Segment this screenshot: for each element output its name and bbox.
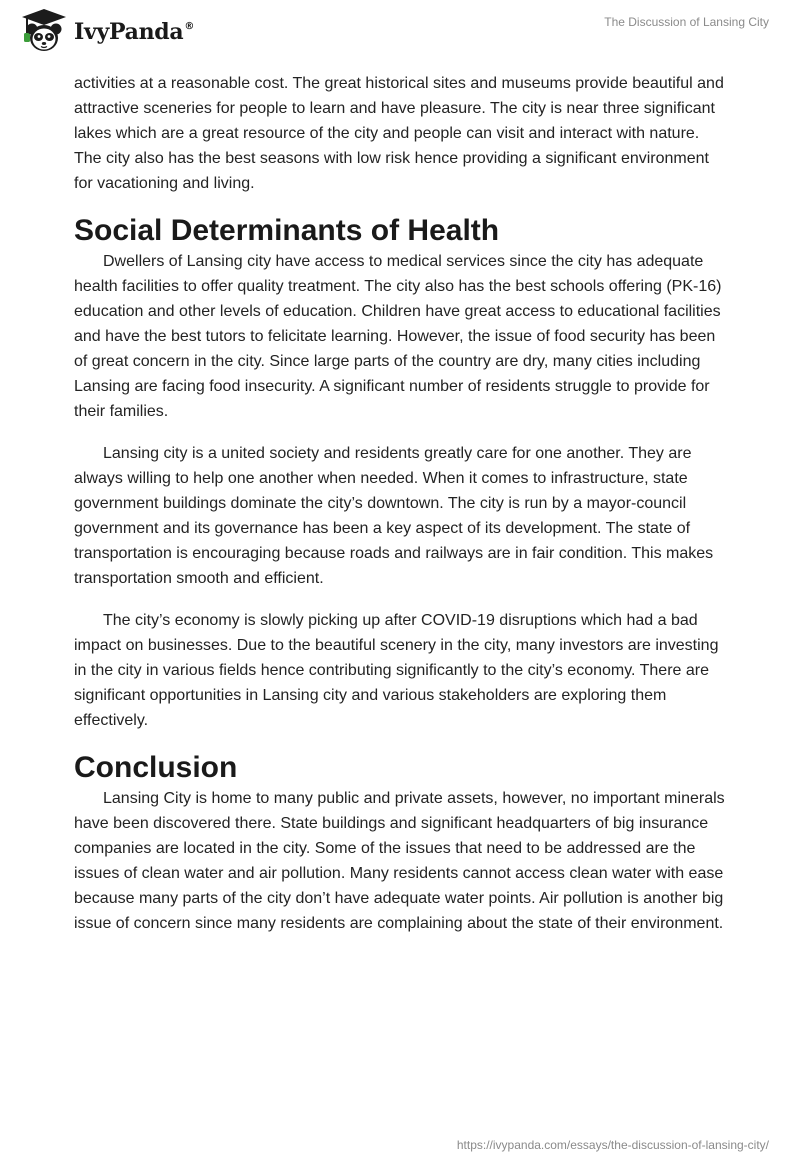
panda-graduation-cap-icon [16,7,72,57]
heading-social-determinants: Social Determinants of Health [74,214,500,247]
paragraph: Dwellers of Lansing city have access to medical services since the city has adequate health facilities to offer quality treatment. The city also has the best schools offering (PK-16) education and other levels of education. Children have great access to educational facilities and have the best tutors to felicitate learning. However, the issue of food security has been of great concern in the city. Since large parts of the country are dry, many cities including Lansing are facing food insecurity. A significant number of residents struggle to provide for their families. [74,253,722,420]
paragraph: Lansing City is home to many public and private assets, however, no important minerals have been discovered there. State buildings and significant headquarters of big insurance companies are located in the city. Some of the issues that need to be addressed are the issues of clean water and air pollution. Many residents cannot access clean water with ease because many parts of the city don’t have adequate water points. Air pollution is another big issue of concern since many residents are complaining about the state of their environment. [74,790,725,932]
registered-mark: ® [184,20,195,32]
paragraph: Lansing city is a united society and residents greatly care for one another. They are always willing to help one another when needed. When it comes to infrastructure, state government buildings dominate the city’s downtown. The city is run by a mayor-council government and its governance has been a key aspect of its development. The state of transportation is encouraging because roads and railways are in fair condition. This makes transportation smooth and efficient. [74,445,714,587]
ivypanda-logo[interactable] [16,7,194,57]
heading-conclusion: Conclusion [74,751,238,784]
essay-body [74,71,730,953]
paragraph: The city’s economy is slowly picking up after COVID-19 disruptions which had a bad impact on businesses. Due to the beautiful scenery in the city, many investors are investing in the city in various fields hence contributing significantly to the city’s economy. There are significant opportunities in Lansing city and various stakeholders are exploring them effectively. [74,612,719,729]
brand-name: IvyPanda® [74,19,195,45]
source-url[interactable]: https://ivypanda.com/essays/the-discussion-of-lansing-city/ [456,1138,769,1152]
intro-paragraph: activities at a reasonable cost. The great historical sites and museums provide beautiful and attractive sceneries for people to learn and have pleasure. The city is near three significant lakes which are a great resource of the city and people can visit and interact with nature. The city also has the best seasons with low risk hence providing a significant environment for vacationing and living. [74,75,724,192]
document-title: The Discussion of Lansing City [604,15,769,29]
page-header [0,0,800,70]
